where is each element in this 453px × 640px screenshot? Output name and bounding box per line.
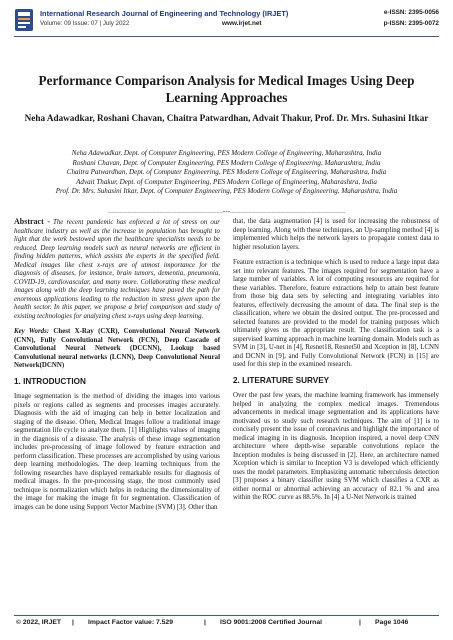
affiliation-line: Roshani Chavan, Dept. of Computer Engineering, PES Modern College of Engineering, Maharashtra, India xyxy=(72,158,381,167)
footer-sep-3: | xyxy=(359,619,361,626)
footer-copyright: © 2022, IRJET xyxy=(16,619,62,626)
e-issn: e-ISSN: 2395-0056 xyxy=(383,9,439,16)
paper-authors: Neha Adawadkar, Roshani Chavan, Chaitra Patwardhan, Advait Thakur, Prof. Dr. Mrs. Suhasini Itkar xyxy=(24,113,429,123)
irjet-logo-icon xyxy=(14,8,34,32)
literature-survey-heading: 2. LITERATURE SURVEY xyxy=(233,375,330,385)
keywords xyxy=(14,328,220,371)
affiliation-line: Prof. Dr. Mrs. Suhasini Itkar, Dept. of Computer Engineering, PES Modern College of Engineering, Maharashtra, India xyxy=(55,187,398,196)
affiliation-line: Neha Adawadkar, Dept. of Computer Engineering, PES Modern College of Engineering, Maharashtra, India xyxy=(71,149,382,157)
journal-header xyxy=(14,8,439,36)
journal-website-link[interactable]: www.irjet.net xyxy=(222,20,262,27)
affiliations xyxy=(16,149,437,197)
footer-sep-2: | xyxy=(204,619,206,626)
literature-survey-paragraph: Over the past few years, the machine learning framework has immensely helped in analyzing the complex medical images. Tremendous advancements in medical image segmentation and its applications have motivated us to study such research techniques. The aim of [1] is to concisely present the issue of coronavirus and highlight the importance of medical imaging in its diagnosis. Inception inspired, a novel deep CNN architecture where depth-wise separable convolutions replace the Inception modules is being discussed in [2]. Here, an architecture named Xception which is similar to Inception V3 is developed which efficiently uses the model parameters. Emphasizing automatic tuberculosis detection [3] proposes a binary classifier using SVM which classifies a CXR as either normal or abnormal achieving an accuracy of 82.1 % and area within the ROC curve as 88.5%. In [4] a U-Net Network is trained xyxy=(233,392,439,501)
footer-page-number: Page 1046 xyxy=(375,619,409,626)
section-separator: ---------------------------------------------------------------------***--------------------------------------------------------------------- xyxy=(107,211,346,216)
introduction-paragraph: Image segmentation is the method of dividing the images into various pixels or regions called as segments and processes images accurately. Diagnosis with the aid of imaging can help in better localization and staging of the disease. Often, Medical Images follow a traditional image segmentation life cycle to analyze them. [1] Highlights values of imaging in the diagnosis of a disease. The analysis of these image segmentation includes pre-processing of image followed by feature extraction and perform classification. These processes are accomplished by using various deep learning methodologies. The deep learning techniques from the following researches have displayed remarkable results for diagnosis of medical images. In the pre-processing stage, the most commonly used technique is normalization which helps in reducing the dimensionality of the image for making the image fit for segmentation. Classification of images can be done using Support Vector Machine (SVM) [3]. Other than xyxy=(14,393,220,511)
affiliation-line: Advait Thakur, Dept. of Computer Engineering, PES Modern College of Engineering, Maharashtra, India xyxy=(76,177,377,186)
volume-issue: Volume: 09 Issue: 07 | July 2022 xyxy=(40,20,130,27)
p-issn: p-ISSN: 2395-0072 xyxy=(383,20,439,27)
header-divider xyxy=(14,36,439,37)
footer-impact-factor: Impact Factor value: 7.529 xyxy=(88,619,173,626)
abstract xyxy=(14,218,220,321)
abstract-text: The recent pandemic has enforced a lot of stress on our healthcare industry as well as the increase in population has brought to light that the work bestowed upon the healthcare specialists needs to be reduced. Deep learning models such as neural networks are efficient in finding hidden patterns, which assists the experts in the specified field. Medical images like chest x-rays are of utmost importance for the diagnosis of diseases, for instance, brain tumors, dementia, pneumonia, COVID-19, cardiovascular, and many more. Collaborating these medical images along with the deep learning techniques have paved the path for enormous applications leading to the reduction in stress given upon the health sector. In this paper, we propose a brief comparison and study of existing technologies for analyzing chest x-rays using deep learning. xyxy=(14,219,220,320)
footer-divider xyxy=(14,615,439,616)
keywords-label: Key Words: xyxy=(14,328,50,335)
abstract-label: Abstract - xyxy=(14,217,50,226)
paper-title: Performance Comparison Analysis for Medical Images Using Deep Learning Approaches xyxy=(38,73,415,105)
introduction-heading: 1. INTRODUCTION xyxy=(14,376,86,386)
keywords-text: Chest X-Ray (CXR), Convolutional Neural Network (CNN), Fully Convolutional Network (FCN), Deep Cascade of Convolutional Neural Network (DCCNN), Lookup based Convolutional neural networks (LCNN), Deep Convolutional Neural Network(DCNN) xyxy=(14,328,220,369)
journal-name: International Research Journal of Engineering and Technology (IRJET) xyxy=(40,9,289,18)
introduction-paragraph-continued: that, the data augmentation [4] is used for increasing the robustness of deep learning. Along with these techniques, an Up-sampling method [4] is implemented which helps the network layers to propagate context data to higher resolution layers. xyxy=(233,218,439,251)
footer-iso: ISO 9001:2008 Certified Journal xyxy=(220,619,322,626)
left-column xyxy=(14,218,220,519)
footer-sep-1: | xyxy=(72,619,74,626)
affiliation-line: Chaitra Patwardhan, Dept. of Computer Engineering, PES Modern College of Engineering, Maharashtra, India xyxy=(66,168,387,177)
right-column xyxy=(233,218,439,510)
feature-extraction-paragraph: Feature extraction is a technique which is used to reduce a large input data set into relevant features. The images required for segmentation have a large number of variables. A lot of computing resources are required for these variables. Therefore, feature extractions help to attain best feature from those big data sets by selecting and integrating variables into features, effectively decreasing the amount of data. The final step is the classification, where we obtain the desired output. The pre-processed and selected features are provided to the model for training purposes which ultimately gives us the appropriate result. The classification task is a supervised learning approach in machine learning domain. Models such as SVM in [3], U-net in [4], Resnet18, Resnet50 and Xception in [8], LCNN and DCNN in [9], and Fully Convolutional Network (FCN) in [15] are used for this step in the examined research. xyxy=(233,259,439,368)
